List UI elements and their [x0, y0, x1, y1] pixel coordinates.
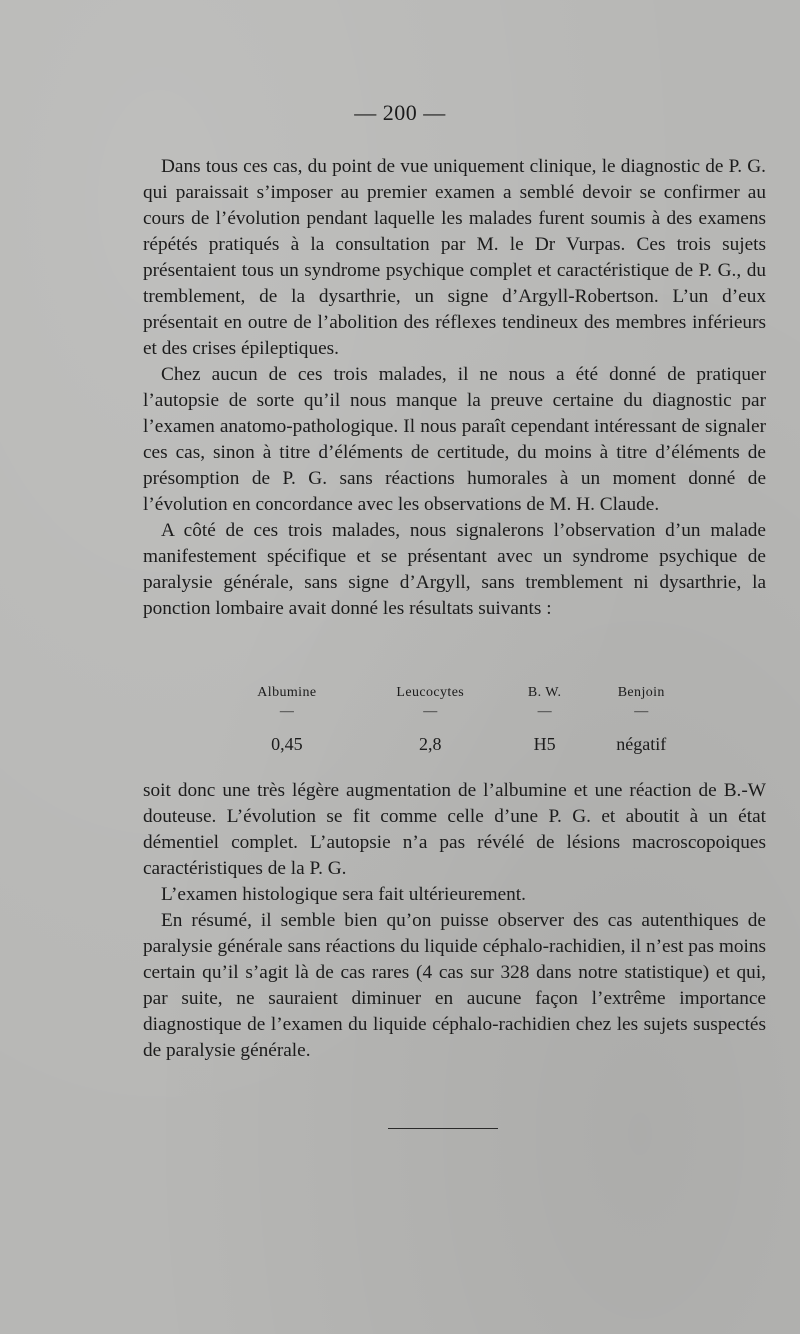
- header-bw: B. W.: [527, 685, 562, 700]
- separator-benjoin: —: [634, 704, 649, 719]
- value-albumine: 0,45: [271, 733, 303, 754]
- paragraph-no-autopsy: Chez aucun de ces trois malades, il ne nous a été donné de pratiquer l’autopsie de sorte qu’il nous manque la preuve certaine du diagnostic par l’examen anatomo-pathologique. Il nous paraît cependant intéressant de signaler ces cas, sinon à titre d’éléments de certitude, du moins à titre d’éléments de présomption de P. G. sans réactions humorales à un moment donné de l’évolution en concordance avec les observations de M. H. Claude.: [143, 364, 766, 515]
- value-leucocytes: 2,8: [419, 733, 442, 754]
- separator-bw: —: [537, 704, 552, 719]
- value-bw: H5: [533, 733, 556, 754]
- paragraph-specific-patient: A côté de ces trois malades, nous signalerons l’observation d’un malade manifestement spécifique et se présentant avec un syndrome psychique de paralysie générale, sans signe d’Argyll, sans tremblement ni dysarthrie, la ponction lombaire avait donné les résultats suivants :: [143, 520, 766, 619]
- header-benjoin: Benjoin: [617, 685, 665, 700]
- paragraph-histology: L’examen histologique sera fait ultérieurement.: [161, 884, 526, 905]
- paragraph-clinical-diagnosis: Dans tous ces cas, du point de vue uniquement clinique, le diagnostic de P. G. qui paraissait s’imposer au premier examen a semblé devoir se confirmer au cours de l’évolution pendant laquelle les malades furent soumis à des examens répétés pratiqués à la consultation par M. le Dr Vurpas. Ces trois sujets présentaient tous un syndrome psychique complet et caractéristique de P. G., du tremblement, de la dysarthrie, un signe d’Argyll-Robertson. L’un d’eux présentait en outre de l’abolition des réflexes tendineux des membres inférieurs et des crises épileptiques.: [143, 156, 766, 359]
- results-table: [220, 682, 700, 760]
- page-number: — 200 —: [354, 100, 446, 125]
- results-header-row: [220, 682, 700, 704]
- body-text-top: [143, 154, 766, 622]
- lumbar-puncture-results: [220, 682, 700, 760]
- header-albumine: Albumine: [257, 685, 317, 700]
- end-rule-divider: [388, 1128, 498, 1129]
- separator-leucocytes: —: [423, 704, 438, 719]
- separator-albumine: —: [279, 704, 294, 719]
- results-separator-row: [220, 704, 700, 728]
- body-text-bottom: [143, 778, 766, 1064]
- header-leucocytes: Leucocytes: [396, 685, 465, 700]
- paragraph-summary: En résumé, il semble bien qu’on puisse observer des cas autenthiques de paralysie générale sans réactions du liquide céphalo-rachidien, il n’est pas moins certain qu’il s’agit là de cas rares (4 cas sur 328 dans notre statistique) et qui, par suite, ne sauraient diminuer en aucune façon l’extrême importance diagnostique de l’examen du liquide céphalo-rachidien chez les sujets suspectés de paralysie générale.: [143, 910, 766, 1061]
- results-value-row: [220, 728, 700, 760]
- value-benjoin: négatif: [616, 733, 667, 754]
- paragraph-result-interpretation: soit donc une très légère augmentation de l’albumine et une réaction de B.-W douteuse. L’évolution se fit comme celle d’une P. G. et aboutit à un état démentiel complet. L’autopsie n’a pas révélé de lésions macroscopoiques caractéristiques de la P. G.: [143, 780, 766, 879]
